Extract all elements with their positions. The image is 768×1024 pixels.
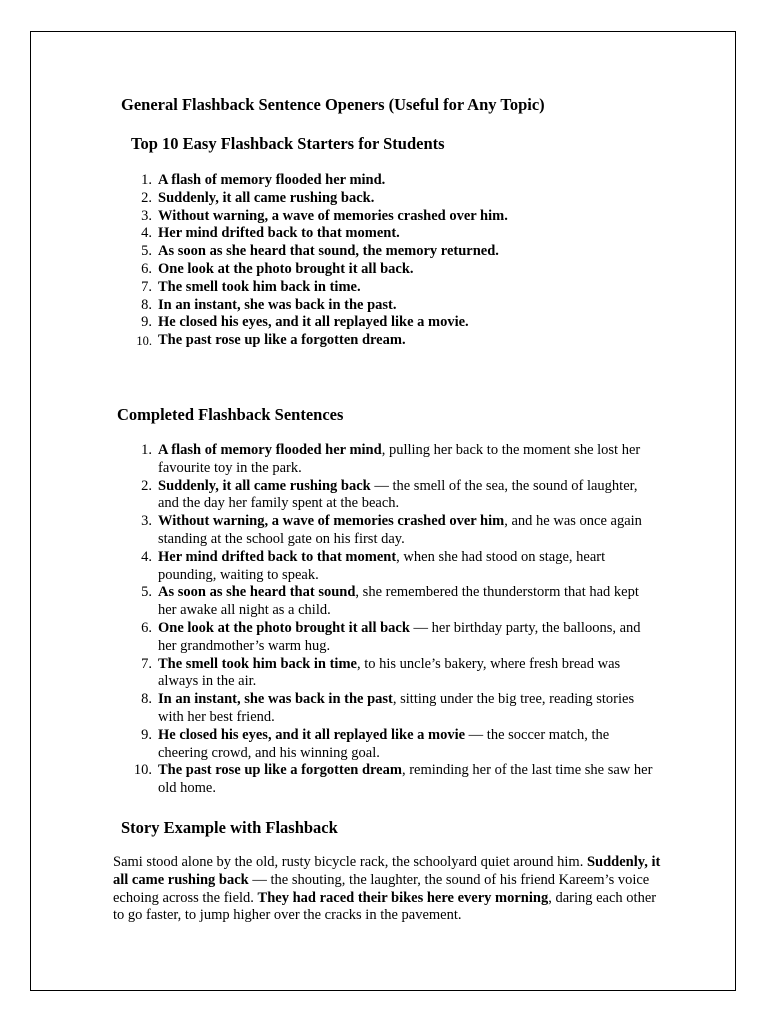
starter-text: In an instant, she was back in the past. bbox=[158, 296, 397, 313]
story-paragraph bbox=[113, 854, 663, 925]
story-heading: Story Example with Flashback bbox=[121, 818, 338, 837]
sentence-opener: The past rose up like a forgotten dream bbox=[158, 762, 402, 779]
sentence-rest: , and he was once again standing at the school gate on his first day. bbox=[158, 513, 642, 547]
starters-heading: Top 10 Easy Flashback Starters for Students bbox=[131, 134, 445, 153]
list-number: 2. bbox=[141, 189, 152, 206]
list-item bbox=[141, 189, 698, 208]
list-item bbox=[141, 691, 658, 727]
list-item bbox=[141, 619, 658, 656]
sentence-opener: One look at the photo brought it all back bbox=[158, 619, 410, 636]
story-emphasis: They had raced their bikes here every morning bbox=[257, 889, 549, 906]
list-number: 4. bbox=[141, 225, 152, 242]
list-number: 6. bbox=[141, 619, 152, 636]
list-number: 8. bbox=[141, 691, 152, 708]
list-item bbox=[141, 314, 698, 332]
starter-text: Without warning, a wave of memories crashed over him. bbox=[158, 207, 508, 224]
sentence-rest: , sitting under the big tree, reading stories with her best friend. bbox=[158, 691, 635, 725]
list-number: 7. bbox=[141, 655, 152, 672]
list-number: 10. bbox=[133, 762, 152, 779]
list-number: 2. bbox=[141, 477, 152, 494]
list-item bbox=[141, 655, 658, 692]
sentence-opener: In an instant, she was back in the past bbox=[158, 691, 393, 708]
sentence-opener: Her mind drifted back to that moment bbox=[158, 548, 397, 565]
starter-text: The smell took him back in time. bbox=[158, 278, 361, 295]
starter-text: A flash of memory flooded her mind. bbox=[158, 172, 386, 188]
list-item bbox=[141, 442, 658, 478]
sentence-opener: He closed his eyes, and it all replayed like a movie bbox=[158, 726, 466, 743]
list-number: 1. bbox=[141, 172, 152, 188]
list-item bbox=[141, 243, 698, 261]
starter-text: Her mind drifted back to that moment. bbox=[158, 225, 400, 242]
list-number: 6. bbox=[141, 260, 152, 277]
sentence-rest: — the smell of the sea, the sound of laughter, and the day her family spent at the beach. bbox=[158, 477, 638, 512]
starters-list bbox=[136, 172, 698, 350]
list-number: 9. bbox=[141, 726, 152, 743]
sentence-opener: A flash of memory flooded her mind bbox=[158, 442, 382, 458]
sentence-rest: , pulling her back to the moment she lost her favourite toy in the park. bbox=[158, 442, 641, 476]
list-item bbox=[141, 260, 698, 279]
list-number: 4. bbox=[141, 548, 152, 565]
list-number: 1. bbox=[141, 442, 152, 458]
page-title: General Flashback Sentence Openers (Useful for Any Topic) bbox=[121, 95, 545, 114]
sentence-opener: As soon as she heard that sound bbox=[158, 584, 356, 601]
sentence-rest: — her birthday party, the balloons, and her grandmother’s warm hug. bbox=[158, 619, 641, 654]
completed-heading: Completed Flashback Sentences bbox=[117, 405, 344, 424]
sentence-opener: The smell took him back in time bbox=[158, 655, 357, 672]
list-item bbox=[141, 207, 698, 226]
sentence-opener: Suddenly, it all came rushing back bbox=[158, 477, 371, 494]
sentence-rest: , reminding her of the last time she saw her old home. bbox=[158, 762, 653, 797]
story-text: Sami stood alone by the old, rusty bicycle rack, the schoolyard quiet around him. bbox=[113, 854, 587, 870]
sentence-rest: , when she had stood on stage, heart pounding, waiting to speak. bbox=[158, 548, 606, 583]
list-number: 9. bbox=[141, 314, 152, 331]
completed-list bbox=[133, 442, 658, 798]
list-item bbox=[141, 477, 658, 514]
sentence-opener: Without warning, a wave of memories crashed over him bbox=[158, 513, 505, 530]
list-number: 5. bbox=[141, 243, 152, 260]
list-number: 5. bbox=[141, 584, 152, 601]
story-emphasis: Suddenly, it all came rushing back bbox=[113, 854, 661, 888]
list-item bbox=[133, 762, 658, 798]
list-number: 3. bbox=[141, 513, 152, 530]
list-item bbox=[141, 225, 698, 243]
starter-text: He closed his eyes, and it all replayed like a movie. bbox=[158, 314, 469, 331]
list-item bbox=[136, 332, 698, 350]
list-item bbox=[141, 726, 658, 763]
list-number: 10. bbox=[136, 334, 152, 349]
list-item bbox=[141, 278, 698, 297]
list-item bbox=[141, 296, 698, 315]
list-number: 8. bbox=[141, 296, 152, 313]
list-item bbox=[141, 548, 658, 585]
starter-text: As soon as she heard that sound, the memory returned. bbox=[158, 243, 499, 260]
list-number: 7. bbox=[141, 278, 152, 295]
sentence-rest: , she remembered the thunderstorm that had kept her awake all night as a child. bbox=[158, 584, 639, 619]
story-text: — the shouting, the laughter, the sound of his friend Kareem’s voice echoing across the field. bbox=[113, 871, 650, 906]
list-number: 3. bbox=[141, 207, 152, 224]
document-page bbox=[30, 31, 736, 991]
list-item bbox=[141, 584, 658, 620]
starter-text: Suddenly, it all came rushing back. bbox=[158, 189, 375, 206]
story-text: , daring each other to go faster, to jump higher over the cracks in the pavement. bbox=[113, 889, 657, 924]
sentence-rest: — the soccer match, the cheering crowd, and his winning goal. bbox=[158, 726, 610, 761]
list-item bbox=[141, 172, 698, 190]
starter-text: The past rose up like a forgotten dream. bbox=[158, 332, 406, 349]
list-item bbox=[141, 513, 658, 549]
starter-text: One look at the photo brought it all back. bbox=[158, 260, 414, 277]
sentence-rest: , to his uncle’s bakery, where fresh bread was always in the air. bbox=[158, 655, 621, 690]
